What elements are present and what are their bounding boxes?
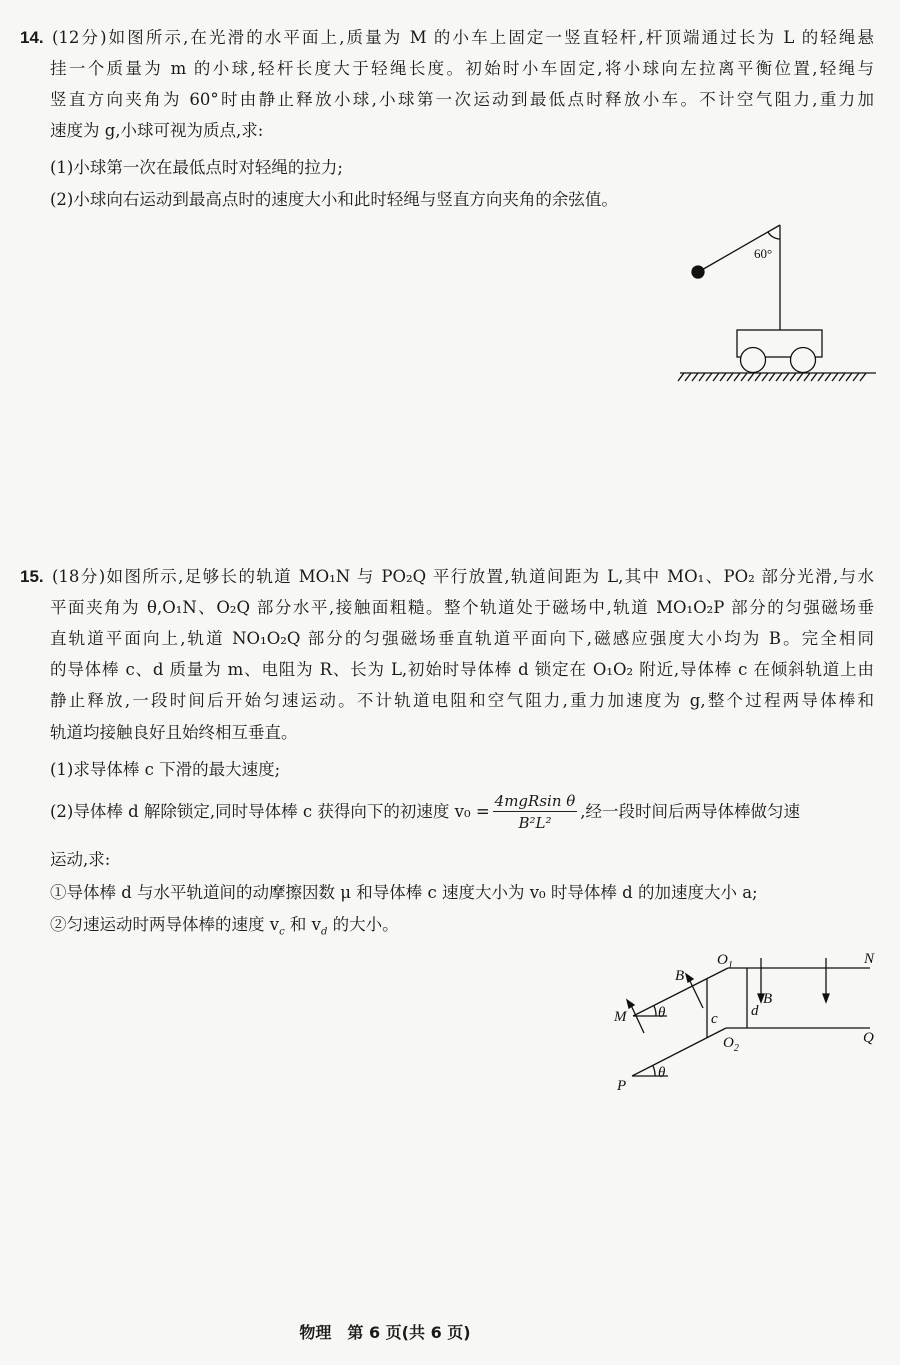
hatch-line [741, 373, 747, 381]
q14-line: 竖直方向夹角为 60°时由静止释放小球,小球第一次运动到最低点时释放小车。不计空气阻力,重力加 [50, 90, 874, 109]
hatch-line [755, 373, 761, 381]
hatch-line [706, 373, 712, 381]
hatch-line [748, 373, 754, 381]
q14-number: 14. [20, 28, 44, 47]
label-n: N [864, 951, 875, 967]
q14-part1: (1)小球第一次在最低点时对轻绳的拉力; [50, 158, 343, 177]
q15-line: (18分)如图所示,足够长的轨道 MO₁N 与 PO₂Q 平行放置,轨道间距为 L,其中 MO₁、PO₂ 部分光滑,与水 [52, 567, 874, 586]
hatch-line [776, 373, 782, 381]
hatch-line [804, 373, 810, 381]
hatch-line [832, 373, 838, 381]
hatch-line [699, 373, 705, 381]
b-arrow-up [630, 1003, 644, 1033]
q15-line: 静止释放,一段时间后开始匀速运动。不计轨道电阻和空气阻力,重力加速度为 g,整个过程两导体棒和 [50, 691, 874, 710]
angle-label: 60° [754, 246, 773, 261]
cart-pendulum-figure [678, 225, 876, 381]
ground-hatch [678, 373, 866, 381]
label-q: Q [863, 1030, 874, 1046]
q15-line: 平面夹角为 θ,O₁N、O₂Q 部分水平,接触面粗糙。整个轨道处于磁场中,轨道 MO₁O₂P 部分的匀强磁场垂 [50, 598, 874, 617]
q15-line: 的导体棒 c、d 质量为 m、电阻为 R、长为 L,初始时导体棒 d 锁定在 O₁O₂ 附近,导体棒 c 在倾斜轨道上由 [50, 660, 874, 679]
q15-part1: (1)求导体棒 c 下滑的最大速度; [50, 760, 281, 779]
label-b-lower: B [763, 991, 773, 1007]
theta-arc [653, 1066, 655, 1076]
hatch-line [790, 373, 796, 381]
label-theta: θ [658, 1005, 666, 1021]
v0-fraction: $\frac{\text{4mgRsin θ}}{\text{B²L²}}$ [494, 792, 576, 832]
q15-line: 轨道均接触良好且始终相互垂直。 [50, 723, 298, 742]
label-c: c [711, 1011, 718, 1027]
hatch-line [727, 373, 733, 381]
label-b-upper: B [675, 968, 685, 984]
hatch-line [797, 373, 803, 381]
q15-number: 15. [20, 567, 44, 586]
wheel [741, 348, 766, 373]
hatch-line [783, 373, 789, 381]
q14-line: 挂一个质量为 m 的小球,轻杆长度大于轻绳长度。初始时小车固定,将小球向左拉离平衡位置,轻绳与 [50, 59, 874, 78]
hatch-line [692, 373, 698, 381]
ball [692, 266, 704, 278]
label-o1: $O_1$ [717, 952, 733, 971]
q15-part2: (2)导体棒 d 解除锁定,同时导体棒 c 获得向下的初速度 v₀ = $\frac{\text{4mgRsin θ}}{\text{B²L²}}$ ,经一段时间后两导体棒做匀速 [50, 792, 801, 832]
rail-po2 [632, 1028, 726, 1076]
hatch-line [769, 373, 775, 381]
hatch-line [811, 373, 817, 381]
hatch-line [846, 373, 852, 381]
page-footer: 物理 第 6 页(共 6 页) [299, 1323, 471, 1342]
arrow-heads [627, 974, 829, 1008]
label-d: d [751, 1003, 759, 1019]
hatch-line [818, 373, 824, 381]
q15-sub2: ②匀速运动时两导体棒的速度 $v_c$ 和 $v_d$ 的大小。 [50, 915, 399, 938]
q15-sub1: ①导体棒 d 与水平轨道间的动摩擦因数 μ 和导体棒 c 速度大小为 v₀ 时导体棒 d 的加速度大小 a; [50, 883, 758, 902]
theta-arc [654, 1006, 656, 1016]
hatch-line [713, 373, 719, 381]
label-o2: $O_2$ [723, 1035, 739, 1054]
q14-line: 速度为 g,小球可视为质点,求: [50, 121, 264, 140]
hatch-line [678, 373, 684, 381]
label-m: M [614, 1009, 627, 1025]
label-theta: θ [658, 1065, 666, 1081]
label-p: P [617, 1078, 627, 1094]
hatch-line [720, 373, 726, 381]
hatch-line [853, 373, 859, 381]
q15-line: 直轨道平面向上,轨道 NO₁O₂Q 部分的匀强磁场垂直轨道平面向下,磁感应强度大小均为 B。完全相同 [50, 629, 874, 648]
q14-part2: (2)小球向右运动到最高点时的速度大小和此时轻绳与竖直方向夹角的余弦值。 [50, 190, 618, 209]
hatch-line [839, 373, 845, 381]
hatch-line [734, 373, 740, 381]
hatch-line [825, 373, 831, 381]
hatch-line [860, 373, 866, 381]
hatch-line [685, 373, 691, 381]
q15-part2-cont: 运动,求: [50, 850, 111, 869]
angle-arc [768, 232, 780, 239]
wheel [791, 348, 816, 373]
q14-line: (12分)如图所示,在光滑的水平面上,质量为 M 的小车上固定一竖直轻杆,杆顶端通过长为 L 的轻绳悬 [52, 28, 874, 47]
hatch-line [762, 373, 768, 381]
